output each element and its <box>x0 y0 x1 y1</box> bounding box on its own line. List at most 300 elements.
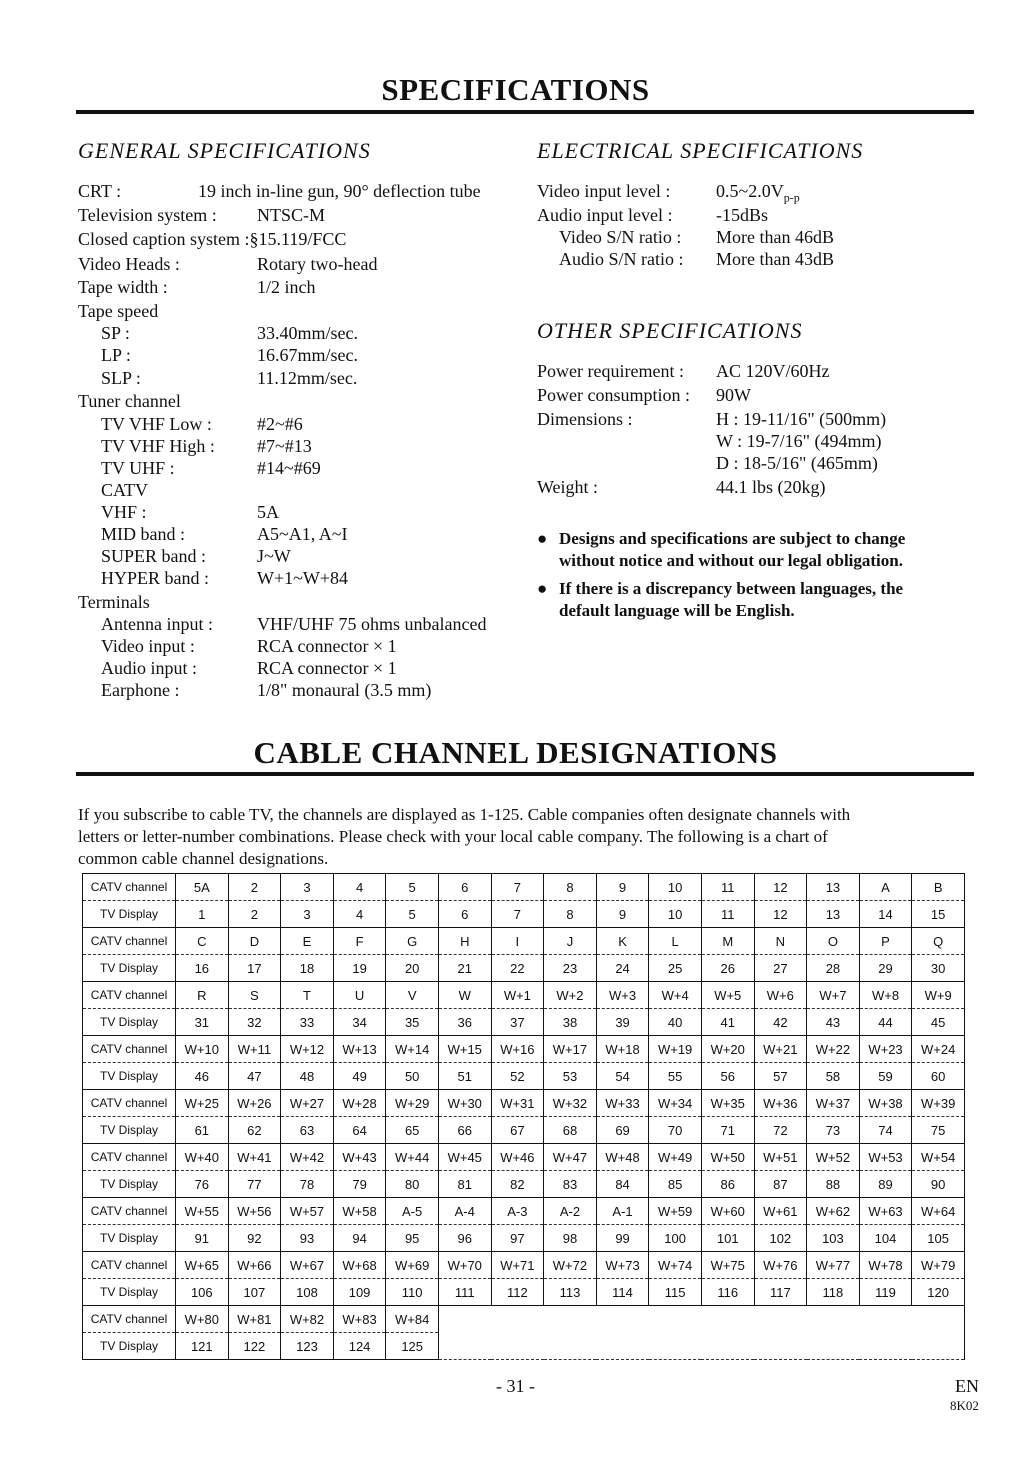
tv-display-cell: 67 <box>491 1117 544 1144</box>
weight-label: Weight : <box>537 477 599 497</box>
tv-display-cell: 84 <box>596 1171 649 1198</box>
tv-display-row <box>83 1117 965 1144</box>
tv-display-cell: 36 <box>438 1009 491 1036</box>
vhf-low-label: TV VHF Low : <box>101 414 212 434</box>
catv-channel-cell: F <box>333 928 386 955</box>
catv-channel-cell: W+50 <box>701 1144 754 1171</box>
tv-display-cell: 100 <box>649 1225 702 1252</box>
tv-display-cell: 86 <box>701 1171 754 1198</box>
slp-label: SLP : <box>101 368 141 388</box>
catv-channel-cell: W+77 <box>807 1252 860 1279</box>
catv-channel-cell: W+22 <box>807 1036 860 1063</box>
tv-display-label: TV Display <box>83 901 176 928</box>
catv-channel-cell: S <box>228 982 281 1009</box>
catv-channel-cell: W+40 <box>176 1144 229 1171</box>
catv-channel-cell: W+58 <box>333 1198 386 1225</box>
catv-channel-cell: R <box>176 982 229 1009</box>
catv-channel-label: CATV channel <box>83 874 176 901</box>
catv-channel-cell: W+3 <box>596 982 649 1009</box>
tv-display-cell: 45 <box>912 1009 965 1036</box>
catv-channel-cell: W+33 <box>596 1090 649 1117</box>
video-level-label: Video input level : <box>537 181 671 201</box>
catv-channel-cell: W+59 <box>649 1198 702 1225</box>
tv-display-cell: 20 <box>386 955 439 982</box>
catv-channel-cell: W+26 <box>228 1090 281 1117</box>
catv-label: CATV <box>101 480 149 500</box>
catv-channel-cell: W+62 <box>807 1198 860 1225</box>
catv-channel-row <box>83 1198 965 1225</box>
tv-display-cell: 46 <box>176 1063 229 1090</box>
catv-channel-cell: W+25 <box>176 1090 229 1117</box>
note-language <box>537 578 904 622</box>
bullet-icon: ● <box>537 529 548 548</box>
tv-display-cell: 17 <box>228 955 281 982</box>
video-sn-label: Video S/N ratio : <box>559 227 682 247</box>
catv-channel-cell: W+29 <box>386 1090 439 1117</box>
catv-channel-cell: W+9 <box>912 982 965 1009</box>
tv-display-cell: 59 <box>859 1063 912 1090</box>
audio-sn-value: More than 43dB <box>716 249 834 269</box>
super-band-label: SUPER band : <box>101 546 207 566</box>
power-requirement-label: Power requirement : <box>537 361 684 381</box>
catv-channel-row <box>83 1252 965 1279</box>
tv-display-cell: 5 <box>386 901 439 928</box>
model-code: 8K02 <box>950 1398 979 1413</box>
tv-display-cell: 61 <box>176 1117 229 1144</box>
catv-channel-cell: W+2 <box>544 982 597 1009</box>
catv-channel-cell: J <box>544 928 597 955</box>
power-consumption-label: Power consumption : <box>537 385 690 405</box>
tv-display-cell: 24 <box>596 955 649 982</box>
tv-display-cell: 6 <box>438 901 491 928</box>
catv-channel-row <box>83 1090 965 1117</box>
power-consumption-value: 90W <box>716 385 751 405</box>
tv-display-cell: 74 <box>859 1117 912 1144</box>
catv-channel-cell: W+5 <box>701 982 754 1009</box>
catv-channel-cell: W+43 <box>333 1144 386 1171</box>
catv-channel-row <box>83 1144 965 1171</box>
slp-value: 11.12mm/sec. <box>257 368 358 388</box>
weight-value: 44.1 lbs (20kg) <box>716 477 826 497</box>
bullet-icon: ● <box>537 579 548 598</box>
tv-display-cell: 3 <box>281 901 334 928</box>
catv-channel-cell: W+45 <box>438 1144 491 1171</box>
catv-channel-label: CATV channel <box>83 1036 176 1063</box>
tv-display-cell: 73 <box>807 1117 860 1144</box>
tv-display-cell: 8 <box>544 901 597 928</box>
catv-channel-cell: W+73 <box>596 1252 649 1279</box>
catv-channel-cell: E <box>281 928 334 955</box>
tv-display-cell: 48 <box>281 1063 334 1090</box>
tv-display-label: TV Display <box>83 1063 176 1090</box>
catv-channel-cell: W+41 <box>228 1144 281 1171</box>
catv-channel-cell: W+51 <box>754 1144 807 1171</box>
tv-display-cell: 16 <box>176 955 229 982</box>
catv-channel-cell: W+37 <box>807 1090 860 1117</box>
catv-channel-label: CATV channel <box>83 1252 176 1279</box>
catv-channel-cell: W+57 <box>281 1198 334 1225</box>
tv-display-cell: 87 <box>754 1171 807 1198</box>
tv-display-row <box>83 1009 965 1036</box>
tv-display-label: TV Display <box>83 1225 176 1252</box>
catv-channel-cell: W+38 <box>859 1090 912 1117</box>
dimension-w: W : 19-7/16" (494mm) <box>716 431 882 451</box>
tv-display-row <box>83 1063 965 1090</box>
note-2-line-2: default language will be English. <box>559 601 795 620</box>
tv-display-cell: 14 <box>859 901 912 928</box>
catv-channel-cell: W+28 <box>333 1090 386 1117</box>
catv-channel-cell: W+35 <box>701 1090 754 1117</box>
tv-display-cell: 42 <box>754 1009 807 1036</box>
tv-display-cell: 82 <box>491 1171 544 1198</box>
tv-display-cell: 104 <box>859 1225 912 1252</box>
catv-channel-cell: U <box>333 982 386 1009</box>
tv-display-cell: 77 <box>228 1171 281 1198</box>
catv-channel-cell: B <box>912 874 965 901</box>
tv-display-cell: 98 <box>544 1225 597 1252</box>
catv-channel-cell: W+42 <box>281 1144 334 1171</box>
tv-display-cell: 23 <box>544 955 597 982</box>
catv-channel-cell: W+79 <box>912 1252 965 1279</box>
catv-channel-row <box>83 874 965 901</box>
catv-channel-cell: W+49 <box>649 1144 702 1171</box>
tv-display-cell: 57 <box>754 1063 807 1090</box>
tv-display-row <box>83 1279 965 1306</box>
tv-display-cell: 107 <box>228 1279 281 1306</box>
note-specs-change <box>537 528 906 572</box>
tv-display-cell: 25 <box>649 955 702 982</box>
title-rule <box>76 110 974 114</box>
crt-label: CRT : <box>78 181 122 201</box>
tv-display-cell: 95 <box>386 1225 439 1252</box>
note-1-line-2: without notice and without our legal obligation. <box>559 551 903 570</box>
catv-channel-cell: 10 <box>649 874 702 901</box>
audio-input-value: RCA connector × 1 <box>257 658 397 678</box>
tv-display-cell: 27 <box>754 955 807 982</box>
tv-display-label: TV Display <box>83 1117 176 1144</box>
tv-display-cell: 78 <box>281 1171 334 1198</box>
tv-display-cell: 15 <box>912 901 965 928</box>
catv-channel-cell: W+36 <box>754 1090 807 1117</box>
tv-display-cell: 121 <box>176 1333 229 1360</box>
dimension-d: D : 18-5/16" (465mm) <box>716 453 878 473</box>
catv-channel-cell: W+10 <box>176 1036 229 1063</box>
tv-display-cell: 103 <box>807 1225 860 1252</box>
catv-channel-cell: W+39 <box>912 1090 965 1117</box>
catv-channel-cell: A-5 <box>386 1198 439 1225</box>
catv-channel-cell: 4 <box>333 874 386 901</box>
catv-channel-cell: W+31 <box>491 1090 544 1117</box>
catv-channel-cell: W+47 <box>544 1144 597 1171</box>
note-2-line-1: If there is a discrepancy between languages, the <box>559 579 904 598</box>
tv-display-cell: 99 <box>596 1225 649 1252</box>
tv-display-label: TV Display <box>83 1009 176 1036</box>
catv-channel-cell: W+16 <box>491 1036 544 1063</box>
closed-caption-system: Closed caption system :§15.119/FCC <box>78 229 347 249</box>
cable-intro-line-3: common cable channel designations. <box>78 849 329 868</box>
tv-display-cell: 122 <box>228 1333 281 1360</box>
catv-channel-cell: W+61 <box>754 1198 807 1225</box>
tv-display-cell: 7 <box>491 901 544 928</box>
tv-system-value: NTSC-M <box>257 205 326 225</box>
catv-channel-cell: L <box>649 928 702 955</box>
cable-channel-table <box>82 873 965 1360</box>
tv-display-cell: 35 <box>386 1009 439 1036</box>
general-specs-heading: GENERAL SPECIFICATIONS <box>78 138 371 163</box>
catv-channel-cell: A-2 <box>544 1198 597 1225</box>
catv-channel-cell: M <box>701 928 754 955</box>
video-heads-label: Video Heads : <box>78 254 180 274</box>
catv-channel-cell: 9 <box>596 874 649 901</box>
tv-display-cell: 105 <box>912 1225 965 1252</box>
audio-input-label: Audio input : <box>101 658 198 678</box>
tv-display-row <box>83 901 965 928</box>
tv-display-cell: 114 <box>596 1279 649 1306</box>
catv-channel-cell: W+48 <box>596 1144 649 1171</box>
tv-display-cell: 41 <box>701 1009 754 1036</box>
tv-display-label: TV Display <box>83 1333 176 1360</box>
tv-display-cell: 94 <box>333 1225 386 1252</box>
catv-channel-cell: W+12 <box>281 1036 334 1063</box>
lp-label: LP : <box>101 345 131 365</box>
tv-display-cell: 106 <box>176 1279 229 1306</box>
mid-band-label: MID band : <box>101 524 185 544</box>
tv-system-label: Television system : <box>78 205 217 225</box>
tv-display-cell: 80 <box>386 1171 439 1198</box>
catv-channel-label: CATV channel <box>83 1144 176 1171</box>
catv-channel-row <box>83 928 965 955</box>
catv-channel-row <box>83 982 965 1009</box>
tv-display-cell: 9 <box>596 901 649 928</box>
tv-display-cell: 55 <box>649 1063 702 1090</box>
tv-display-cell: 11 <box>701 901 754 928</box>
tv-display-label: TV Display <box>83 955 176 982</box>
tv-display-cell: 89 <box>859 1171 912 1198</box>
video-sn-value: More than 46dB <box>716 227 834 247</box>
tv-display-cell: 75 <box>912 1117 965 1144</box>
catv-channel-cell: W+71 <box>491 1252 544 1279</box>
tv-display-cell: 118 <box>807 1279 860 1306</box>
antenna-input-label: Antenna input : <box>101 614 213 634</box>
catv-channel-cell: W+27 <box>281 1090 334 1117</box>
catv-channel-row <box>83 1036 965 1063</box>
hyper-band-value: W+1~W+84 <box>257 568 349 588</box>
tv-display-cell: 125 <box>386 1333 439 1360</box>
catv-channel-cell: O <box>807 928 860 955</box>
audio-sn-label: Audio S/N ratio : <box>559 249 684 269</box>
tv-display-cell: 115 <box>649 1279 702 1306</box>
tv-display-cell: 123 <box>281 1333 334 1360</box>
antenna-input-value: VHF/UHF 75 ohms unbalanced <box>257 614 487 634</box>
tv-display-cell: 62 <box>228 1117 281 1144</box>
tv-display-cell: 116 <box>701 1279 754 1306</box>
tv-display-cell: 19 <box>333 955 386 982</box>
catv-channel-cell: I <box>491 928 544 955</box>
tv-display-cell: 30 <box>912 955 965 982</box>
tv-display-cell: 108 <box>281 1279 334 1306</box>
cable-intro-line-2: letters or letter-number combinations. Please check with your local cable company. The following is a chart of <box>78 827 828 846</box>
page-title: SPECIFICATIONS <box>381 72 650 107</box>
cable-intro-line-1: If you subscribe to cable TV, the channels are displayed as 1-125. Cable companies often designate channels with <box>78 805 851 824</box>
catv-channel-cell: 13 <box>807 874 860 901</box>
tape-speed-label: Tape speed <box>78 301 159 321</box>
catv-channel-cell: W+81 <box>228 1306 281 1333</box>
catv-channel-cell: W+13 <box>333 1036 386 1063</box>
catv-channel-cell: W+80 <box>176 1306 229 1333</box>
catv-channel-cell: W+64 <box>912 1198 965 1225</box>
tv-display-cell: 13 <box>807 901 860 928</box>
tv-display-cell: 52 <box>491 1063 544 1090</box>
audio-level-label: Audio input level : <box>537 205 673 225</box>
tv-display-cell: 101 <box>701 1225 754 1252</box>
tv-display-cell: 50 <box>386 1063 439 1090</box>
video-level-value: $0.5\sim 2.0V_{p-p}$ <box>716 181 800 205</box>
catv-channel-cell: A <box>859 874 912 901</box>
terminals-label: Terminals <box>78 592 150 612</box>
tv-display-cell: 96 <box>438 1225 491 1252</box>
tv-display-cell: 69 <box>596 1117 649 1144</box>
tv-display-cell: 2 <box>228 901 281 928</box>
catv-channel-cell: N <box>754 928 807 955</box>
tv-display-cell: 4 <box>333 901 386 928</box>
tv-display-cell: 93 <box>281 1225 334 1252</box>
catv-channel-cell: 6 <box>438 874 491 901</box>
catv-channel-cell: W+75 <box>701 1252 754 1279</box>
catv-channel-cell: 3 <box>281 874 334 901</box>
catv-channel-cell: G <box>386 928 439 955</box>
tv-display-cell: 68 <box>544 1117 597 1144</box>
tv-display-cell: 102 <box>754 1225 807 1252</box>
tv-display-cell: 21 <box>438 955 491 982</box>
catv-channel-cell: W+67 <box>281 1252 334 1279</box>
earphone-value: 1/8" monaural (3.5 mm) <box>257 680 432 700</box>
tv-display-cell: 81 <box>438 1171 491 1198</box>
catv-channel-cell: W+69 <box>386 1252 439 1279</box>
tv-display-cell: 1 <box>176 901 229 928</box>
tape-width-label: Tape width : <box>78 277 168 297</box>
video-input-value: RCA connector × 1 <box>257 636 397 656</box>
tv-display-cell: 76 <box>176 1171 229 1198</box>
vhf-band-value: 5A <box>257 502 279 522</box>
catv-channel-cell: W+83 <box>333 1306 386 1333</box>
tv-display-cell: 66 <box>438 1117 491 1144</box>
catv-channel-cell: 5 <box>386 874 439 901</box>
catv-channel-cell: W+23 <box>859 1036 912 1063</box>
tv-display-cell: 38 <box>544 1009 597 1036</box>
tv-display-cell: 88 <box>807 1171 860 1198</box>
catv-channel-cell: W+1 <box>491 982 544 1009</box>
note-1-line-1: Designs and specifications are subject to change <box>559 529 906 548</box>
electrical-specs-heading: ELECTRICAL SPECIFICATIONS <box>537 138 864 163</box>
tv-display-label: TV Display <box>83 1279 176 1306</box>
tv-display-cell: 31 <box>176 1009 229 1036</box>
tv-display-cell: 49 <box>333 1063 386 1090</box>
catv-channel-cell: 5A <box>176 874 229 901</box>
super-band-value: J~W <box>257 546 291 566</box>
catv-channel-cell: 8 <box>544 874 597 901</box>
tv-display-cell: 37 <box>491 1009 544 1036</box>
tv-display-cell: 60 <box>912 1063 965 1090</box>
catv-channel-label: CATV channel <box>83 1198 176 1225</box>
catv-channel-row <box>83 1306 965 1333</box>
tv-display-cell: 39 <box>596 1009 649 1036</box>
catv-channel-cell: H <box>438 928 491 955</box>
tv-display-cell: 72 <box>754 1117 807 1144</box>
tv-display-cell: 47 <box>228 1063 281 1090</box>
tv-display-cell: 18 <box>281 955 334 982</box>
vhf-low-value: #2~#6 <box>257 414 303 434</box>
vhf-high-value: #7~#13 <box>257 436 312 456</box>
catv-channel-cell: W+18 <box>596 1036 649 1063</box>
power-requirement-value: AC 120V/60Hz <box>716 361 830 381</box>
tv-display-cell: 56 <box>701 1063 754 1090</box>
catv-channel-cell: W+56 <box>228 1198 281 1225</box>
tv-display-cell: 120 <box>912 1279 965 1306</box>
tv-display-cell: 109 <box>333 1279 386 1306</box>
tv-display-cell: 79 <box>333 1171 386 1198</box>
crt-value: 19 inch in-line gun, 90° deflection tube <box>198 181 481 201</box>
catv-channel-cell: W+46 <box>491 1144 544 1171</box>
tv-display-cell: 58 <box>807 1063 860 1090</box>
video-level-sub: p-p <box>783 190 800 205</box>
tv-display-cell: 12 <box>754 901 807 928</box>
catv-channel-cell: W+55 <box>176 1198 229 1225</box>
tv-display-cell: 53 <box>544 1063 597 1090</box>
catv-channel-cell: W+7 <box>807 982 860 1009</box>
vhf-band-label: VHF : <box>101 502 147 522</box>
tv-display-cell: 97 <box>491 1225 544 1252</box>
earphone-label: Earphone : <box>101 680 180 700</box>
tv-display-cell: 32 <box>228 1009 281 1036</box>
tv-display-cell: 65 <box>386 1117 439 1144</box>
catv-channel-cell: T <box>281 982 334 1009</box>
cable-title: CABLE CHANNEL DESIGNATIONS <box>253 735 778 770</box>
tv-display-cell: 91 <box>176 1225 229 1252</box>
catv-channel-cell: W+34 <box>649 1090 702 1117</box>
tv-display-cell: 113 <box>544 1279 597 1306</box>
tv-display-cell: 51 <box>438 1063 491 1090</box>
tv-display-cell: 63 <box>281 1117 334 1144</box>
tv-display-cell: 64 <box>333 1117 386 1144</box>
tv-display-cell: 92 <box>228 1225 281 1252</box>
catv-channel-cell: W+66 <box>228 1252 281 1279</box>
catv-channel-cell: W <box>438 982 491 1009</box>
catv-channel-cell: W+65 <box>176 1252 229 1279</box>
tv-display-cell: 71 <box>701 1117 754 1144</box>
sp-label: SP : <box>101 323 130 343</box>
tv-display-cell: 43 <box>807 1009 860 1036</box>
catv-channel-cell: W+68 <box>333 1252 386 1279</box>
catv-channel-cell: W+8 <box>859 982 912 1009</box>
tv-display-cell: 117 <box>754 1279 807 1306</box>
catv-channel-cell: W+44 <box>386 1144 439 1171</box>
tv-display-row <box>83 1171 965 1198</box>
catv-channel-cell: W+70 <box>438 1252 491 1279</box>
catv-channel-cell: W+60 <box>701 1198 754 1225</box>
video-heads-value: Rotary two-head <box>257 254 378 274</box>
tv-display-label: TV Display <box>83 1171 176 1198</box>
catv-channel-cell: W+24 <box>912 1036 965 1063</box>
catv-channel-cell: C <box>176 928 229 955</box>
mid-band-value: A5~A1, A~I <box>257 524 348 544</box>
sp-value: 33.40mm/sec. <box>257 323 358 343</box>
catv-channel-cell: W+11 <box>228 1036 281 1063</box>
catv-channel-cell: A-4 <box>438 1198 491 1225</box>
tv-display-cell: 124 <box>333 1333 386 1360</box>
catv-channel-cell: P <box>859 928 912 955</box>
catv-channel-cell: W+78 <box>859 1252 912 1279</box>
tv-display-cell: 90 <box>912 1171 965 1198</box>
